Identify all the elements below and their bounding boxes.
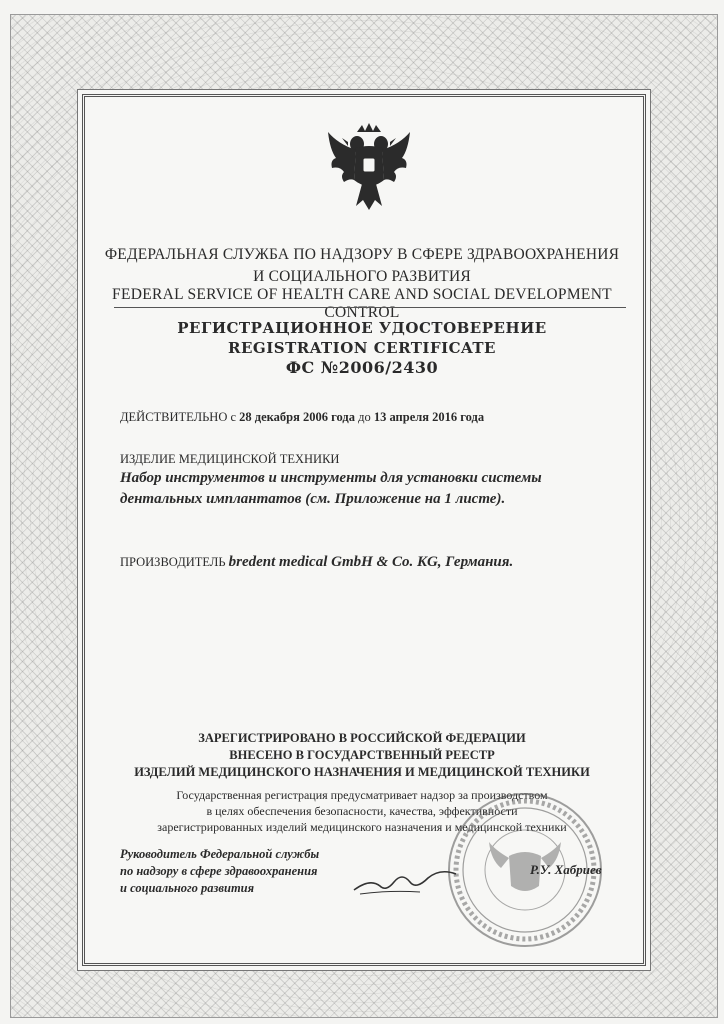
valid-from-date: 28 декабря 2006 года xyxy=(239,410,355,424)
agency-name-en: FEDERAL SERVICE OF HEALTH CARE AND SOCIAL DEVELOPMENT CONTROL xyxy=(112,286,612,321)
certificate-title-ru: РЕГИСТРАЦИОННОЕ УДОСТОВЕРЕНИЕ xyxy=(177,319,547,337)
product-line2: дентальных имплантатов (см. Приложение на 1 листе). xyxy=(120,491,506,507)
signatory-title3: и социального развития xyxy=(120,881,255,895)
manufacturer-label: ПРОИЗВОДИТЕЛЬ xyxy=(120,555,229,569)
certificate-title-block xyxy=(92,318,632,378)
signatory-title xyxy=(120,846,319,897)
product-description xyxy=(120,468,542,510)
validity-line xyxy=(120,410,484,425)
certificate-number: ФС №2006/2430 xyxy=(285,358,439,377)
registration-block xyxy=(92,730,632,781)
signatory-name: Р.У. Хабриев xyxy=(530,862,602,877)
registration-note2: в целях обеспечения безопасности, качества, эффективности xyxy=(206,804,518,818)
registration-line2: ВНЕСЕНО В ГОСУДАРСТВЕННЫЙ РЕЕСТР xyxy=(229,748,495,762)
registration-note3: зарегистрированных изделий медицинского назначения и медицинской техники xyxy=(157,820,567,834)
handwritten-signature xyxy=(350,860,460,900)
signatory-title1: Руководитель Федеральной службы xyxy=(120,847,320,861)
manufacturer-line xyxy=(120,554,513,571)
agency-ru-line2: И СОЦИАЛЬНОГО РАЗВИТИЯ xyxy=(253,268,471,285)
valid-to-date: 13 апреля 2016 года xyxy=(373,410,485,424)
validity-label: ДЕЙСТВИТЕЛЬНО с xyxy=(120,410,240,424)
header-divider xyxy=(114,307,626,308)
manufacturer-name: bredent medical GmbH & Co. KG, Германия. xyxy=(228,554,514,570)
registration-line1: ЗАРЕГИСТРИРОВАНО В РОССИЙСКОЙ ФЕДЕРАЦИИ xyxy=(198,731,526,745)
signatory-title2: по надзору в сфере здравоохранения xyxy=(120,864,318,878)
agency-ru-line1: ФЕДЕРАЛЬНАЯ СЛУЖБА ПО НАДЗОРУ В СФЕРЕ ЗДРАВООХРАНЕНИЯ xyxy=(104,246,620,263)
agency-name-ru xyxy=(92,244,632,288)
registration-note1: Государственная регистрация предусматривает надзор за производством xyxy=(176,788,548,802)
valid-to-label: до xyxy=(354,410,374,424)
double-headed-eagle-icon xyxy=(326,118,412,214)
registration-line3: ИЗДЕЛИЙ МЕДИЦИНСКОГО НАЗНАЧЕНИЯ И МЕДИЦИНСКОЙ ТЕХНИКИ xyxy=(134,765,590,779)
product-label: ИЗДЕЛИЕ МЕДИЦИНСКОЙ ТЕХНИКИ xyxy=(120,452,340,466)
product-line1: Набор инструментов и инструменты для установки системы xyxy=(120,470,542,486)
certificate-title-en: REGISTRATION CERTIFICATE xyxy=(228,339,496,357)
